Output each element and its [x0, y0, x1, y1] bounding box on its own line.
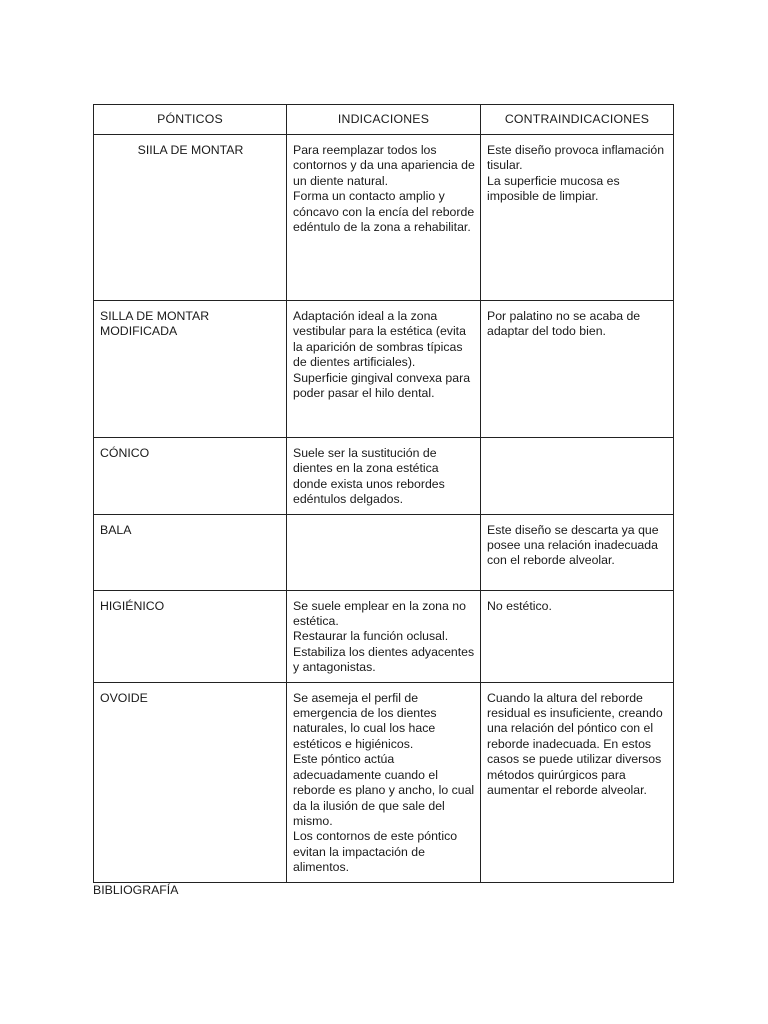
contraindications-text: Este diseño provoca inflamación tisular. La superficie mucosa es imposible de limpiar. — [487, 143, 665, 204]
pontic-name: BALA — [100, 522, 132, 537]
pontic-name-cell — [94, 135, 287, 301]
table-row — [94, 438, 674, 515]
contraindications-cell — [481, 438, 674, 515]
table-header-row — [94, 105, 674, 135]
pontic-name-cell — [94, 590, 287, 682]
pontic-name: SIILA DE MONTAR — [137, 143, 244, 157]
contraindications-cell — [481, 590, 674, 682]
indications-text: Se suele emplear en la zona no estética. Restaurar la función oclusal. Estabiliza los dientes adyacentes y antagonistas. — [293, 598, 475, 675]
pontic-name-cell — [94, 514, 287, 590]
indications-cell — [287, 135, 481, 301]
header-contraindicaciones: CONTRAINDICACIONES — [481, 105, 674, 135]
contraindications-text: Este diseño se descarta ya que posee una relación inadecuada con el reborde alveolar. — [487, 522, 659, 568]
pontic-name: CÓNICO — [100, 446, 150, 460]
table-row — [94, 135, 674, 301]
contraindications-cell — [481, 135, 674, 301]
pontic-name-cell — [94, 438, 287, 515]
pontic-name: SILLA DE MONTAR MODIFICADA — [100, 309, 210, 339]
table-row — [94, 682, 674, 882]
pontic-name: OVOIDE — [100, 690, 148, 705]
contraindications-cell — [481, 301, 674, 438]
indications-text: Para reemplazar todos los contornos y da una apariencia de un diente natural. Forma un contacto amplio y cóncavo con la encía del reborde edéntulo de la zona a rehabilitar. — [293, 143, 475, 235]
bibliography-heading: BIBLIOGRAFÍA — [93, 883, 179, 897]
contraindications-text — [481, 438, 673, 452]
table-row — [94, 590, 674, 682]
indications-text: Se asemeja el perfil de emergencia de los dientes naturales, lo cual los hace estéticos e higiénicos. Este póntico actúa adecuadamente cuando el reborde es plano y ancho, lo cual da la ilusión de que sale del mismo. Los contornos de este póntico evitan la impactación de alimentos. — [293, 690, 475, 875]
contraindications-text: Por palatino no se acaba de adaptar del todo bien. — [487, 309, 641, 339]
pontics-table — [93, 104, 674, 883]
indications-cell — [287, 301, 481, 438]
pontic-name: HIGIÉNICO — [100, 598, 165, 613]
contraindications-text: No estético. — [487, 598, 552, 613]
indications-text: Adaptación ideal a la zona vestibular para la estética (evita la aparición de sombras típicas de dientes artificiales). Superficie gingival convexa para poder pasar el hilo dental. — [293, 309, 471, 401]
contraindications-cell — [481, 682, 674, 882]
header-ponticos: PÓNTICOS — [94, 105, 287, 135]
header-indicaciones: INDICACIONES — [287, 105, 481, 135]
indications-cell — [287, 682, 481, 882]
contraindications-cell — [481, 514, 674, 590]
table-row — [94, 301, 674, 438]
indications-cell — [287, 590, 481, 682]
indications-text — [287, 515, 480, 529]
indications-cell — [287, 514, 481, 590]
indications-text: Suele ser la sustitución de dientes en la zona estética donde exista unos rebordes edéntulos delgados. — [293, 446, 445, 507]
indications-cell — [287, 438, 481, 515]
pontic-name-cell — [94, 682, 287, 882]
pontic-name-cell — [94, 301, 287, 438]
contraindications-text: Cuando la altura del reborde residual es insuficiente, creando una relación del póntico con el reborde inadecuada. En estos casos se puede utilizar diversos métodos quirúrgicos para aumentar el reborde alveolar. — [487, 690, 663, 798]
table-row — [94, 514, 674, 590]
